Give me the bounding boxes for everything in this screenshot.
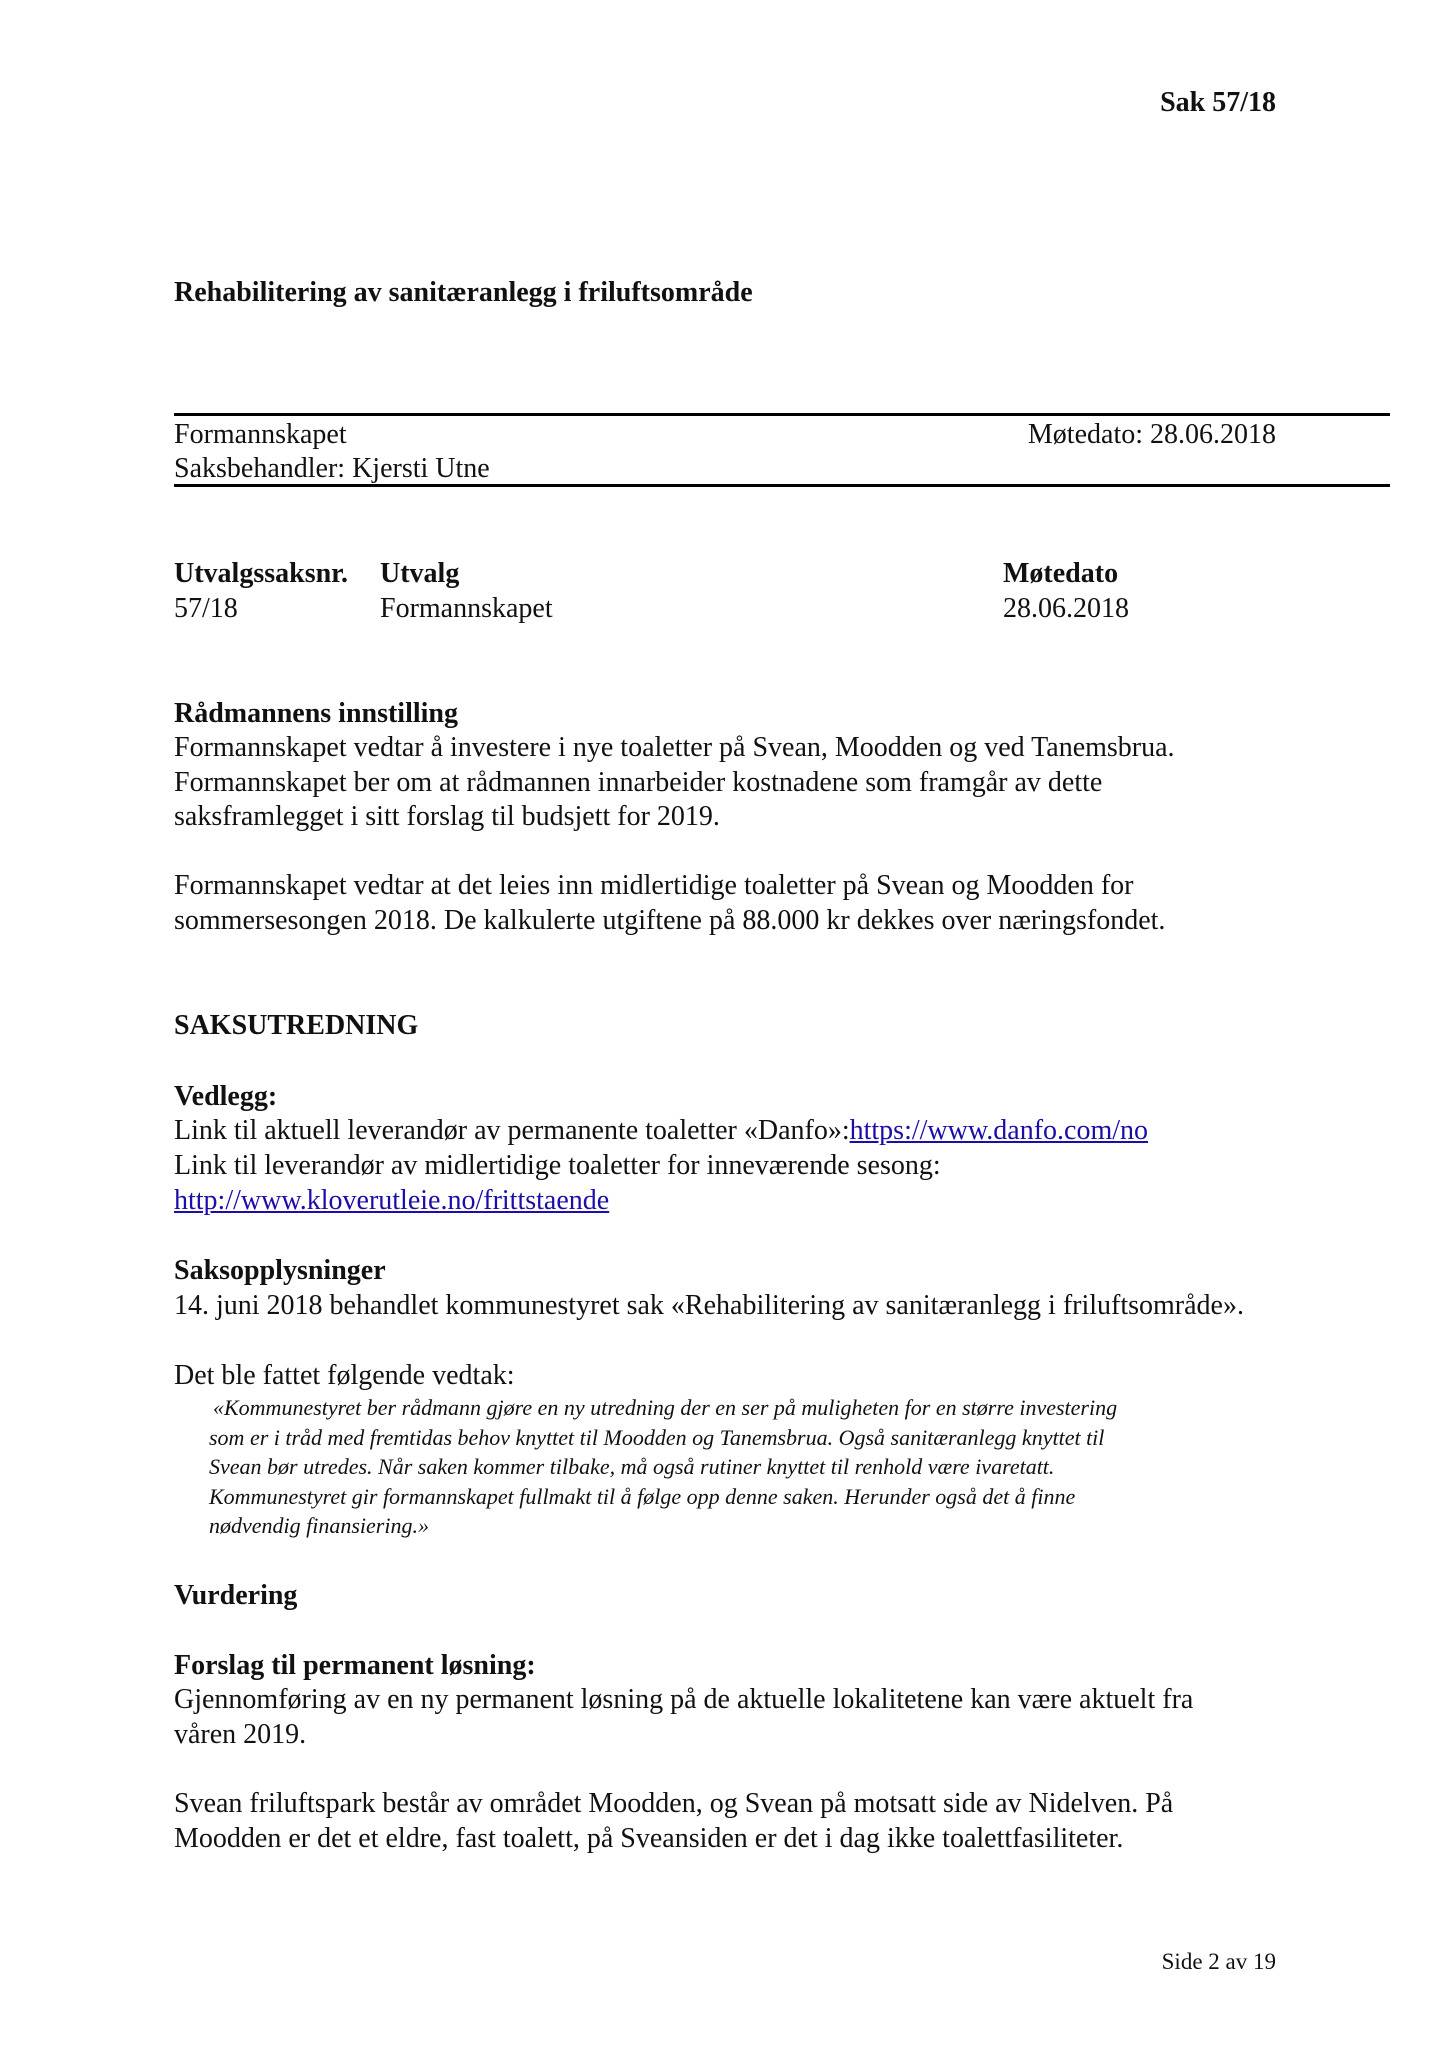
- quote-line: Svean bør utredes. Når saken kommer tilbake, må også rutiner knyttet til renhold være ivaretatt.: [209, 1454, 1055, 1480]
- permanent-paragraph-2: [174, 1787, 1173, 1856]
- permanent-line: Gjennomføring av en ny permanent løsning på de aktuelle lokalitetene kan være aktuelt fra: [174, 1684, 1194, 1715]
- document-title: Rehabilitering av sanitæranlegg i friluftsområde: [174, 277, 753, 308]
- committee-name: Formannskapet: [174, 419, 347, 450]
- attachment-line-3: [174, 1184, 609, 1218]
- danfo-link[interactable]: https://www.danfo.com/no: [849, 1115, 1148, 1146]
- decision-intro: Det ble fattet følgende vedtak:: [174, 1360, 515, 1391]
- recommendation-line: sommersesongen 2018. De kalkulerte utgiftene på 88.000 kr dekkes over næringsfondet.: [174, 904, 1166, 936]
- table-header-meeting-date: Møtedato: [1003, 558, 1119, 589]
- decision-quote: [209, 1393, 1117, 1541]
- permanent-line: Moodden er det et eldre, fast toalett, på Sveansiden er det i dag ikke toalettfasiliteter.: [174, 1822, 1124, 1854]
- case-info-heading: Saksopplysninger: [174, 1255, 386, 1286]
- saksutredning-heading: SAKSUTREDNING: [174, 1010, 419, 1041]
- case-reference: Sak 57/18: [1160, 87, 1276, 118]
- quote-line: Kommunestyret gir formannskapet fullmakt til å følge opp denne saken. Herunder også det å finne: [209, 1483, 1076, 1509]
- recommendation-paragraph-2: [174, 869, 1165, 938]
- permanent-solution-heading: Forslag til permanent løsning:: [174, 1650, 536, 1681]
- quote-line: nødvendig finansiering.»: [209, 1513, 429, 1539]
- permanent-line: våren 2019.: [174, 1718, 307, 1750]
- attachment-line-2: Link til leverandør av midlertidige toaletter for inneværende sesong:: [174, 1150, 941, 1181]
- table-cell-case-number: 57/18: [174, 593, 238, 624]
- recommendation-line: Formannskapet ber om at rådmannen innarbeider kostnadene som framgår av dette: [174, 766, 1103, 798]
- top-rule: [174, 413, 1390, 416]
- attachments-heading: Vedlegg:: [174, 1081, 278, 1112]
- table-header-case-number: Utvalgssaksnr.: [174, 558, 349, 589]
- attachment-text: Link til aktuell leverandør av permanente toaletter «Danfo»:: [174, 1115, 850, 1146]
- quote-line: som er i tråd med fremtidas behov knyttet til Moodden og Tanemsbrua. Også sanitæranlegg knyttet til: [209, 1424, 1105, 1450]
- bottom-rule: [174, 484, 1390, 487]
- permanent-line: Svean friluftspark består av området Moodden, og Svean på motsatt side av Nidelven. På: [174, 1788, 1174, 1819]
- table-header-committee: Utvalg: [380, 558, 460, 589]
- table-cell-meeting-date: 28.06.2018: [1003, 593, 1129, 624]
- quote-line: «Kommunestyret ber rådmann gjøre en ny utredning der en ser på muligheten for en større investering: [213, 1395, 1118, 1420]
- recommendation-line: saksframlegget i sitt forslag til budsjett for 2019.: [174, 801, 720, 832]
- recommendation-line: Formannskapet vedtar at det leies inn midlertidige toaletter på Svean og Moodden for: [174, 870, 1134, 901]
- case-officer: Saksbehandler: Kjersti Utne: [174, 453, 490, 484]
- permanent-paragraph-1: [174, 1683, 1193, 1752]
- recommendation-line: Formannskapet vedtar å investere i nye toaletter på Svean, Moodden og ved Tanemsbrua.: [174, 732, 1175, 763]
- meeting-date: Møtedato: 28.06.2018: [1027, 419, 1276, 450]
- kloverutleie-link[interactable]: http://www.kloverutleie.no/frittstaende: [174, 1185, 610, 1216]
- recommendation-heading: Rådmannens innstilling: [174, 698, 458, 729]
- case-info-text: 14. juni 2018 behandlet kommunestyret sak «Rehabilitering av sanitæranlegg i friluftsområde».: [174, 1290, 1244, 1321]
- page-number: Side 2 av 19: [1161, 1949, 1276, 1974]
- table-cell-committee: Formannskapet: [380, 593, 553, 624]
- recommendation-paragraph-1: [174, 731, 1175, 835]
- attachment-line-1: [174, 1114, 1148, 1148]
- assessment-heading: Vurdering: [174, 1580, 298, 1611]
